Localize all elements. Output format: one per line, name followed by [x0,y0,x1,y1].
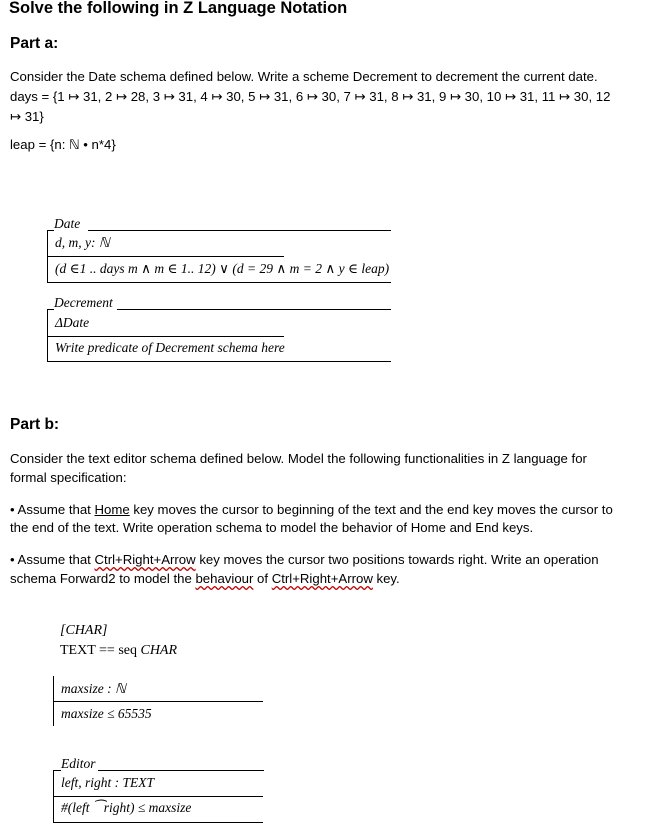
bullet-2-line-1 [10,550,640,570]
text-type-name: TEXT [60,643,96,658]
schema-middle-rule [53,796,263,797]
schema-top-rule-right [117,309,391,310]
bullet-2-text: schema Forward2 to model the [10,571,196,586]
abbrev-operator: == [99,643,115,658]
ctrl-right-arrow-text: Ctrl+Right+Arrow [94,552,196,567]
date-schema-predicate: (d ∈1 .. days m ∧ m ∈ 1.. 12) ∨ (d = 29 ∧ m = 2 ∧ y ∈ leap) [55,261,390,276]
seq-keyword: seq [118,643,137,658]
days-line-2: ↦ 31} [10,109,44,124]
maxsize-declaration: maxsize : ℕ [61,681,126,696]
schema-top-rule-left [47,309,54,310]
part-b-heading: Part b: [10,416,60,433]
home-key-text: Home [94,502,130,517]
bullet-1-text: • Assume that [10,502,95,517]
bullet-2-text: • Assume that [10,552,95,567]
schema-bottom-rule [47,282,391,283]
editor-schema-name: Editor [61,756,96,771]
given-set-char: [CHAR] [60,623,108,638]
days-line-1: days = {1 ↦ 31, 2 ↦ 28, 3 ↦ 31, 4 ↦ 30, 5 ↦ 31, 6 ↦ 30, 7 ↦ 31, 8 ↦ 31, 9 ↦ 30, 10 ↦ 31, 11 ↦ 30, 12 [10,89,611,104]
char-type: CHAR [140,643,178,658]
bullet-1-line-2: the end of the text. Write operation schema to model the behavior of Home and End keys. [10,520,534,535]
text-definition [60,643,177,659]
bullet-1-text: key moves the cursor to beginning of the text and the end key moves the cursor to [129,502,613,517]
part-a-heading: Part a: [10,35,59,52]
bullet-2-line-2 [10,569,640,589]
bullet-2-text: key moves the cursor two positions towards right. Write an operation [195,552,599,567]
schema-top-rule-left [53,770,61,771]
schema-bottom-rule [47,361,391,362]
date-schema-declaration: d, m, y: ℕ [55,235,110,250]
bullet-1-line-1 [10,500,640,520]
decrement-schema-name: Decrement [54,295,113,310]
schema-middle-rule [47,336,284,337]
part-b-intro-line-2: formal specification: [10,470,127,485]
editor-schema-predicate: #(left ⁀right) ≤ maxsize [61,800,192,815]
decrement-schema-predicate: Write predicate of Decrement schema here [55,340,285,355]
schema-top-rule-right [88,230,391,231]
schema-middle-rule [47,256,284,257]
date-schema-name: Date [54,216,81,231]
schema-bottom-rule [53,822,263,823]
axdef-middle-rule [53,701,263,702]
decrement-schema-declaration: ΔDate [55,315,90,330]
maxsize-predicate: maxsize ≤ 65535 [61,706,152,721]
part-b-intro-line-1: Consider the text editor schema defined below. Model the following functionalities in Z language for [10,451,587,466]
part-a-intro: Consider the Date schema defined below. Write a scheme Decrement to decrement the current date. [10,69,598,84]
schema-top-rule-right [98,770,264,771]
leap-definition: leap = {n: ℕ • n*4} [10,137,116,152]
page-title: Solve the following in Z Language Notation [9,0,348,17]
schema-left-rule [47,309,48,361]
schema-top-rule-left [47,230,54,231]
bullet-2-text: key. [372,571,400,586]
ctrl-right-arrow-text: Ctrl+Right+Arrow [271,571,373,586]
bullet-2-text: of [253,571,272,586]
behaviour-word: behaviour [195,571,254,586]
editor-schema-declaration: left, right : TEXT [61,775,155,790]
